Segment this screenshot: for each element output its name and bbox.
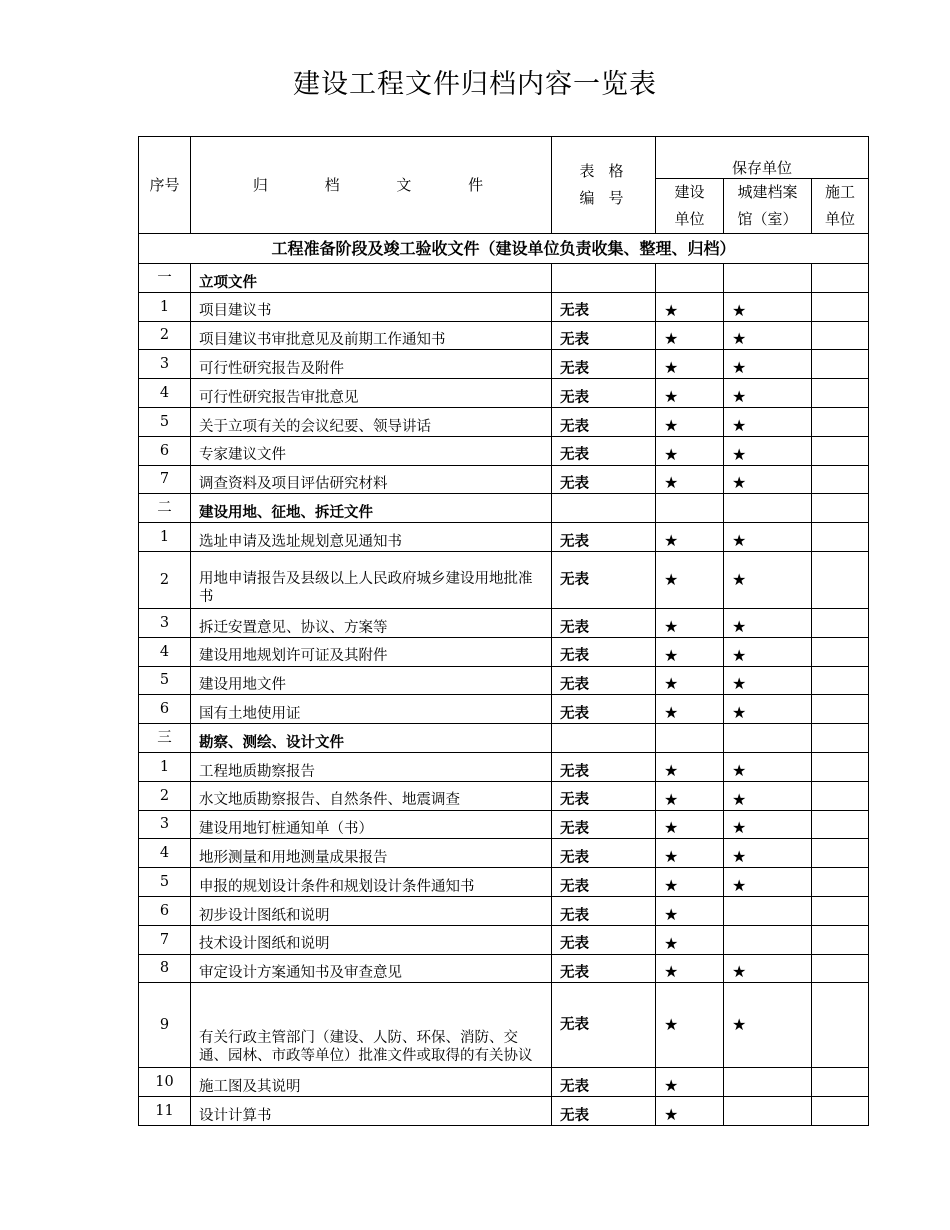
table-row	[139, 983, 869, 1068]
item-form-number: 无表	[552, 523, 656, 552]
item-jsdw-mark: ★	[656, 868, 724, 897]
item-number: 7	[139, 925, 191, 954]
item-jsdw-mark: ★	[656, 637, 724, 666]
item-document: 水文地质勘察报告、自然条件、地震调查	[191, 781, 552, 810]
item-number: 5	[139, 868, 191, 897]
item-number: 1	[139, 292, 191, 321]
item-sgdw-mark	[812, 465, 869, 494]
item-jsdw-mark: ★	[656, 695, 724, 724]
table-row	[139, 925, 869, 954]
group-cjda-cell	[724, 264, 812, 293]
archive-table	[138, 136, 869, 1126]
table-row	[139, 465, 869, 494]
item-number: 8	[139, 954, 191, 983]
item-jsdw-mark: ★	[656, 896, 724, 925]
header-jsdw	[656, 179, 724, 234]
item-document: 用地申请报告及县级以上人民政府城乡建设用地批准书	[191, 551, 552, 608]
item-form-number: 无表	[552, 839, 656, 868]
table-row	[139, 810, 869, 839]
table-row	[139, 407, 869, 436]
item-jsdw-mark: ★	[656, 752, 724, 781]
table-row	[139, 954, 869, 983]
item-cjda-mark: ★	[724, 954, 812, 983]
item-jsdw-mark: ★	[656, 1097, 724, 1126]
item-number: 6	[139, 695, 191, 724]
item-number: 11	[139, 1097, 191, 1126]
page-title: 建设工程文件归档内容一览表	[293, 69, 657, 100]
header-doc: 归 档 文 件	[191, 137, 552, 234]
item-sgdw-mark	[812, 1097, 869, 1126]
item-document: 地形测量和用地测量成果报告	[191, 839, 552, 868]
item-jsdw-mark: ★	[656, 523, 724, 552]
group-form-cell	[552, 494, 656, 523]
table-row	[139, 781, 869, 810]
item-form-number: 无表	[552, 896, 656, 925]
group-cjda-cell	[724, 724, 812, 753]
item-form-number: 无表	[552, 752, 656, 781]
item-jsdw-mark: ★	[656, 1068, 724, 1097]
group-form-cell	[552, 264, 656, 293]
group-number: 一	[139, 264, 191, 293]
group-row	[139, 494, 869, 523]
item-document: 工程地质勘察报告	[191, 752, 552, 781]
item-document: 拆迁安置意见、协议、方案等	[191, 608, 552, 637]
header-row	[139, 137, 869, 179]
item-sgdw-mark	[812, 523, 869, 552]
item-document: 建设用地文件	[191, 666, 552, 695]
header-sgdw-line1: 施工	[825, 183, 856, 201]
item-cjda-mark: ★	[724, 839, 812, 868]
table-row	[139, 350, 869, 379]
header-jsdw-line2: 单位	[674, 210, 705, 228]
table-row	[139, 292, 869, 321]
item-cjda-mark: ★	[724, 551, 812, 608]
item-cjda-mark: ★	[724, 436, 812, 465]
item-sgdw-mark	[812, 954, 869, 983]
item-sgdw-mark	[812, 350, 869, 379]
table-row	[139, 896, 869, 925]
item-form-number: 无表	[552, 1097, 656, 1126]
item-jsdw-mark: ★	[656, 925, 724, 954]
section-row	[139, 234, 869, 264]
item-sgdw-mark	[812, 810, 869, 839]
item-jsdw-mark: ★	[656, 292, 724, 321]
item-jsdw-mark: ★	[656, 983, 724, 1068]
item-cjda-mark: ★	[724, 379, 812, 408]
item-cjda-mark: ★	[724, 637, 812, 666]
item-document: 选址申请及选址规划意见通知书	[191, 523, 552, 552]
item-number: 7	[139, 465, 191, 494]
item-form-number: 无表	[552, 954, 656, 983]
item-jsdw-mark: ★	[656, 551, 724, 608]
header-jsdw-line1: 建设	[674, 183, 705, 201]
table-row	[139, 321, 869, 350]
item-sgdw-mark	[812, 407, 869, 436]
item-cjda-mark: ★	[724, 752, 812, 781]
table-row	[139, 1068, 869, 1097]
item-document: 有关行政主管部门（建设、人防、环保、消防、交通、园林、市政等单位）批准文件或取得的有关协议	[191, 983, 552, 1068]
item-document: 申报的规划设计条件和规划设计条件通知书	[191, 868, 552, 897]
item-form-number: 无表	[552, 781, 656, 810]
group-jsdw-cell	[656, 494, 724, 523]
item-sgdw-mark	[812, 868, 869, 897]
item-sgdw-mark	[812, 1068, 869, 1097]
item-number: 10	[139, 1068, 191, 1097]
item-jsdw-mark: ★	[656, 465, 724, 494]
item-document: 关于立项有关的会议纪要、领导讲话	[191, 407, 552, 436]
item-jsdw-mark: ★	[656, 407, 724, 436]
item-sgdw-mark	[812, 983, 869, 1068]
header-cjda-line2: 馆（室）	[737, 210, 798, 228]
item-document: 初步设计图纸和说明	[191, 896, 552, 925]
header-sgdw	[812, 179, 869, 234]
item-document: 项目建议书审批意见及前期工作通知书	[191, 321, 552, 350]
group-form-cell	[552, 724, 656, 753]
table-row	[139, 608, 869, 637]
group-title: 立项文件	[191, 264, 552, 293]
item-form-number: 无表	[552, 637, 656, 666]
item-number: 2	[139, 781, 191, 810]
item-number: 4	[139, 379, 191, 408]
item-sgdw-mark	[812, 925, 869, 954]
table-row	[139, 551, 869, 608]
header-cjda	[724, 179, 812, 234]
item-number: 3	[139, 810, 191, 839]
item-cjda-mark: ★	[724, 810, 812, 839]
group-jsdw-cell	[656, 724, 724, 753]
item-form-number: 无表	[552, 350, 656, 379]
item-jsdw-mark: ★	[656, 436, 724, 465]
item-sgdw-mark	[812, 695, 869, 724]
item-cjda-mark	[724, 925, 812, 954]
item-form-number: 无表	[552, 292, 656, 321]
item-form-number: 无表	[552, 810, 656, 839]
item-sgdw-mark	[812, 436, 869, 465]
item-document: 审定设计方案通知书及审查意见	[191, 954, 552, 983]
item-sgdw-mark	[812, 608, 869, 637]
item-cjda-mark: ★	[724, 523, 812, 552]
table-row	[139, 436, 869, 465]
item-jsdw-mark: ★	[656, 379, 724, 408]
item-form-number: 无表	[552, 608, 656, 637]
item-jsdw-mark: ★	[656, 810, 724, 839]
item-cjda-mark: ★	[724, 781, 812, 810]
item-form-number: 无表	[552, 321, 656, 350]
item-document: 项目建议书	[191, 292, 552, 321]
item-sgdw-mark	[812, 666, 869, 695]
item-document: 专家建议文件	[191, 436, 552, 465]
item-number: 4	[139, 839, 191, 868]
item-cjda-mark: ★	[724, 983, 812, 1068]
group-cjda-cell	[724, 494, 812, 523]
section-title: 工程准备阶段及竣工验收文件（建设单位负责收集、整理、归档）	[139, 234, 869, 264]
item-jsdw-mark: ★	[656, 350, 724, 379]
header-form	[552, 137, 656, 234]
item-cjda-mark	[724, 1097, 812, 1126]
item-form-number: 无表	[552, 551, 656, 608]
item-number: 3	[139, 350, 191, 379]
item-document: 可行性研究报告及附件	[191, 350, 552, 379]
header-form-line1: 表格	[579, 162, 638, 180]
item-cjda-mark: ★	[724, 666, 812, 695]
item-cjda-mark: ★	[724, 407, 812, 436]
table-row	[139, 695, 869, 724]
group-row	[139, 724, 869, 753]
table-row	[139, 637, 869, 666]
item-form-number: 无表	[552, 666, 656, 695]
item-form-number: 无表	[552, 436, 656, 465]
item-sgdw-mark	[812, 781, 869, 810]
item-cjda-mark: ★	[724, 695, 812, 724]
item-document: 调查资料及项目评估研究材料	[191, 465, 552, 494]
item-number: 5	[139, 666, 191, 695]
item-cjda-mark	[724, 896, 812, 925]
item-number: 2	[139, 321, 191, 350]
item-document: 技术设计图纸和说明	[191, 925, 552, 954]
item-sgdw-mark	[812, 839, 869, 868]
group-title: 建设用地、征地、拆迁文件	[191, 494, 552, 523]
item-form-number: 无表	[552, 925, 656, 954]
header-sgdw-line2: 单位	[825, 210, 856, 228]
item-sgdw-mark	[812, 637, 869, 666]
item-cjda-mark: ★	[724, 608, 812, 637]
item-number: 9	[139, 983, 191, 1068]
group-sgdw-cell	[812, 494, 869, 523]
item-number: 2	[139, 551, 191, 608]
item-cjda-mark: ★	[724, 321, 812, 350]
item-cjda-mark: ★	[724, 868, 812, 897]
item-sgdw-mark	[812, 752, 869, 781]
item-jsdw-mark: ★	[656, 954, 724, 983]
item-form-number: 无表	[552, 1068, 656, 1097]
item-cjda-mark: ★	[724, 292, 812, 321]
item-jsdw-mark: ★	[656, 839, 724, 868]
item-jsdw-mark: ★	[656, 666, 724, 695]
group-sgdw-cell	[812, 724, 869, 753]
item-jsdw-mark: ★	[656, 781, 724, 810]
archive-table-body	[139, 137, 869, 1126]
item-document: 施工图及其说明	[191, 1068, 552, 1097]
item-cjda-mark: ★	[724, 350, 812, 379]
item-jsdw-mark: ★	[656, 608, 724, 637]
item-form-number: 无表	[552, 983, 656, 1068]
item-number: 6	[139, 436, 191, 465]
header-cjda-line1: 城建档案	[737, 183, 798, 201]
item-jsdw-mark: ★	[656, 321, 724, 350]
item-document: 设计计算书	[191, 1097, 552, 1126]
item-number: 1	[139, 752, 191, 781]
item-sgdw-mark	[812, 321, 869, 350]
table-row	[139, 868, 869, 897]
item-form-number: 无表	[552, 695, 656, 724]
group-number: 二	[139, 494, 191, 523]
item-document: 建设用地规划许可证及其附件	[191, 637, 552, 666]
item-number: 5	[139, 407, 191, 436]
item-number: 1	[139, 523, 191, 552]
item-form-number: 无表	[552, 379, 656, 408]
group-number: 三	[139, 724, 191, 753]
table-row	[139, 523, 869, 552]
table-row	[139, 666, 869, 695]
item-number: 6	[139, 896, 191, 925]
table-row	[139, 752, 869, 781]
item-number: 4	[139, 637, 191, 666]
table-row	[139, 1097, 869, 1126]
header-seq: 序号	[139, 137, 191, 234]
item-form-number: 无表	[552, 407, 656, 436]
header-storage: 保存单位	[656, 137, 869, 179]
item-cjda-mark: ★	[724, 465, 812, 494]
group-title: 勘察、测绘、设计文件	[191, 724, 552, 753]
item-sgdw-mark	[812, 379, 869, 408]
table-row	[139, 379, 869, 408]
header-form-line2: 编号	[579, 189, 638, 207]
item-form-number: 无表	[552, 465, 656, 494]
group-jsdw-cell	[656, 264, 724, 293]
item-document: 建设用地钉桩通知单（书）	[191, 810, 552, 839]
table-row	[139, 839, 869, 868]
group-row	[139, 264, 869, 293]
item-document: 可行性研究报告审批意见	[191, 379, 552, 408]
item-number: 3	[139, 608, 191, 637]
group-sgdw-cell	[812, 264, 869, 293]
item-cjda-mark	[724, 1068, 812, 1097]
item-sgdw-mark	[812, 292, 869, 321]
item-sgdw-mark	[812, 896, 869, 925]
item-sgdw-mark	[812, 551, 869, 608]
item-document: 国有土地使用证	[191, 695, 552, 724]
item-form-number: 无表	[552, 868, 656, 897]
